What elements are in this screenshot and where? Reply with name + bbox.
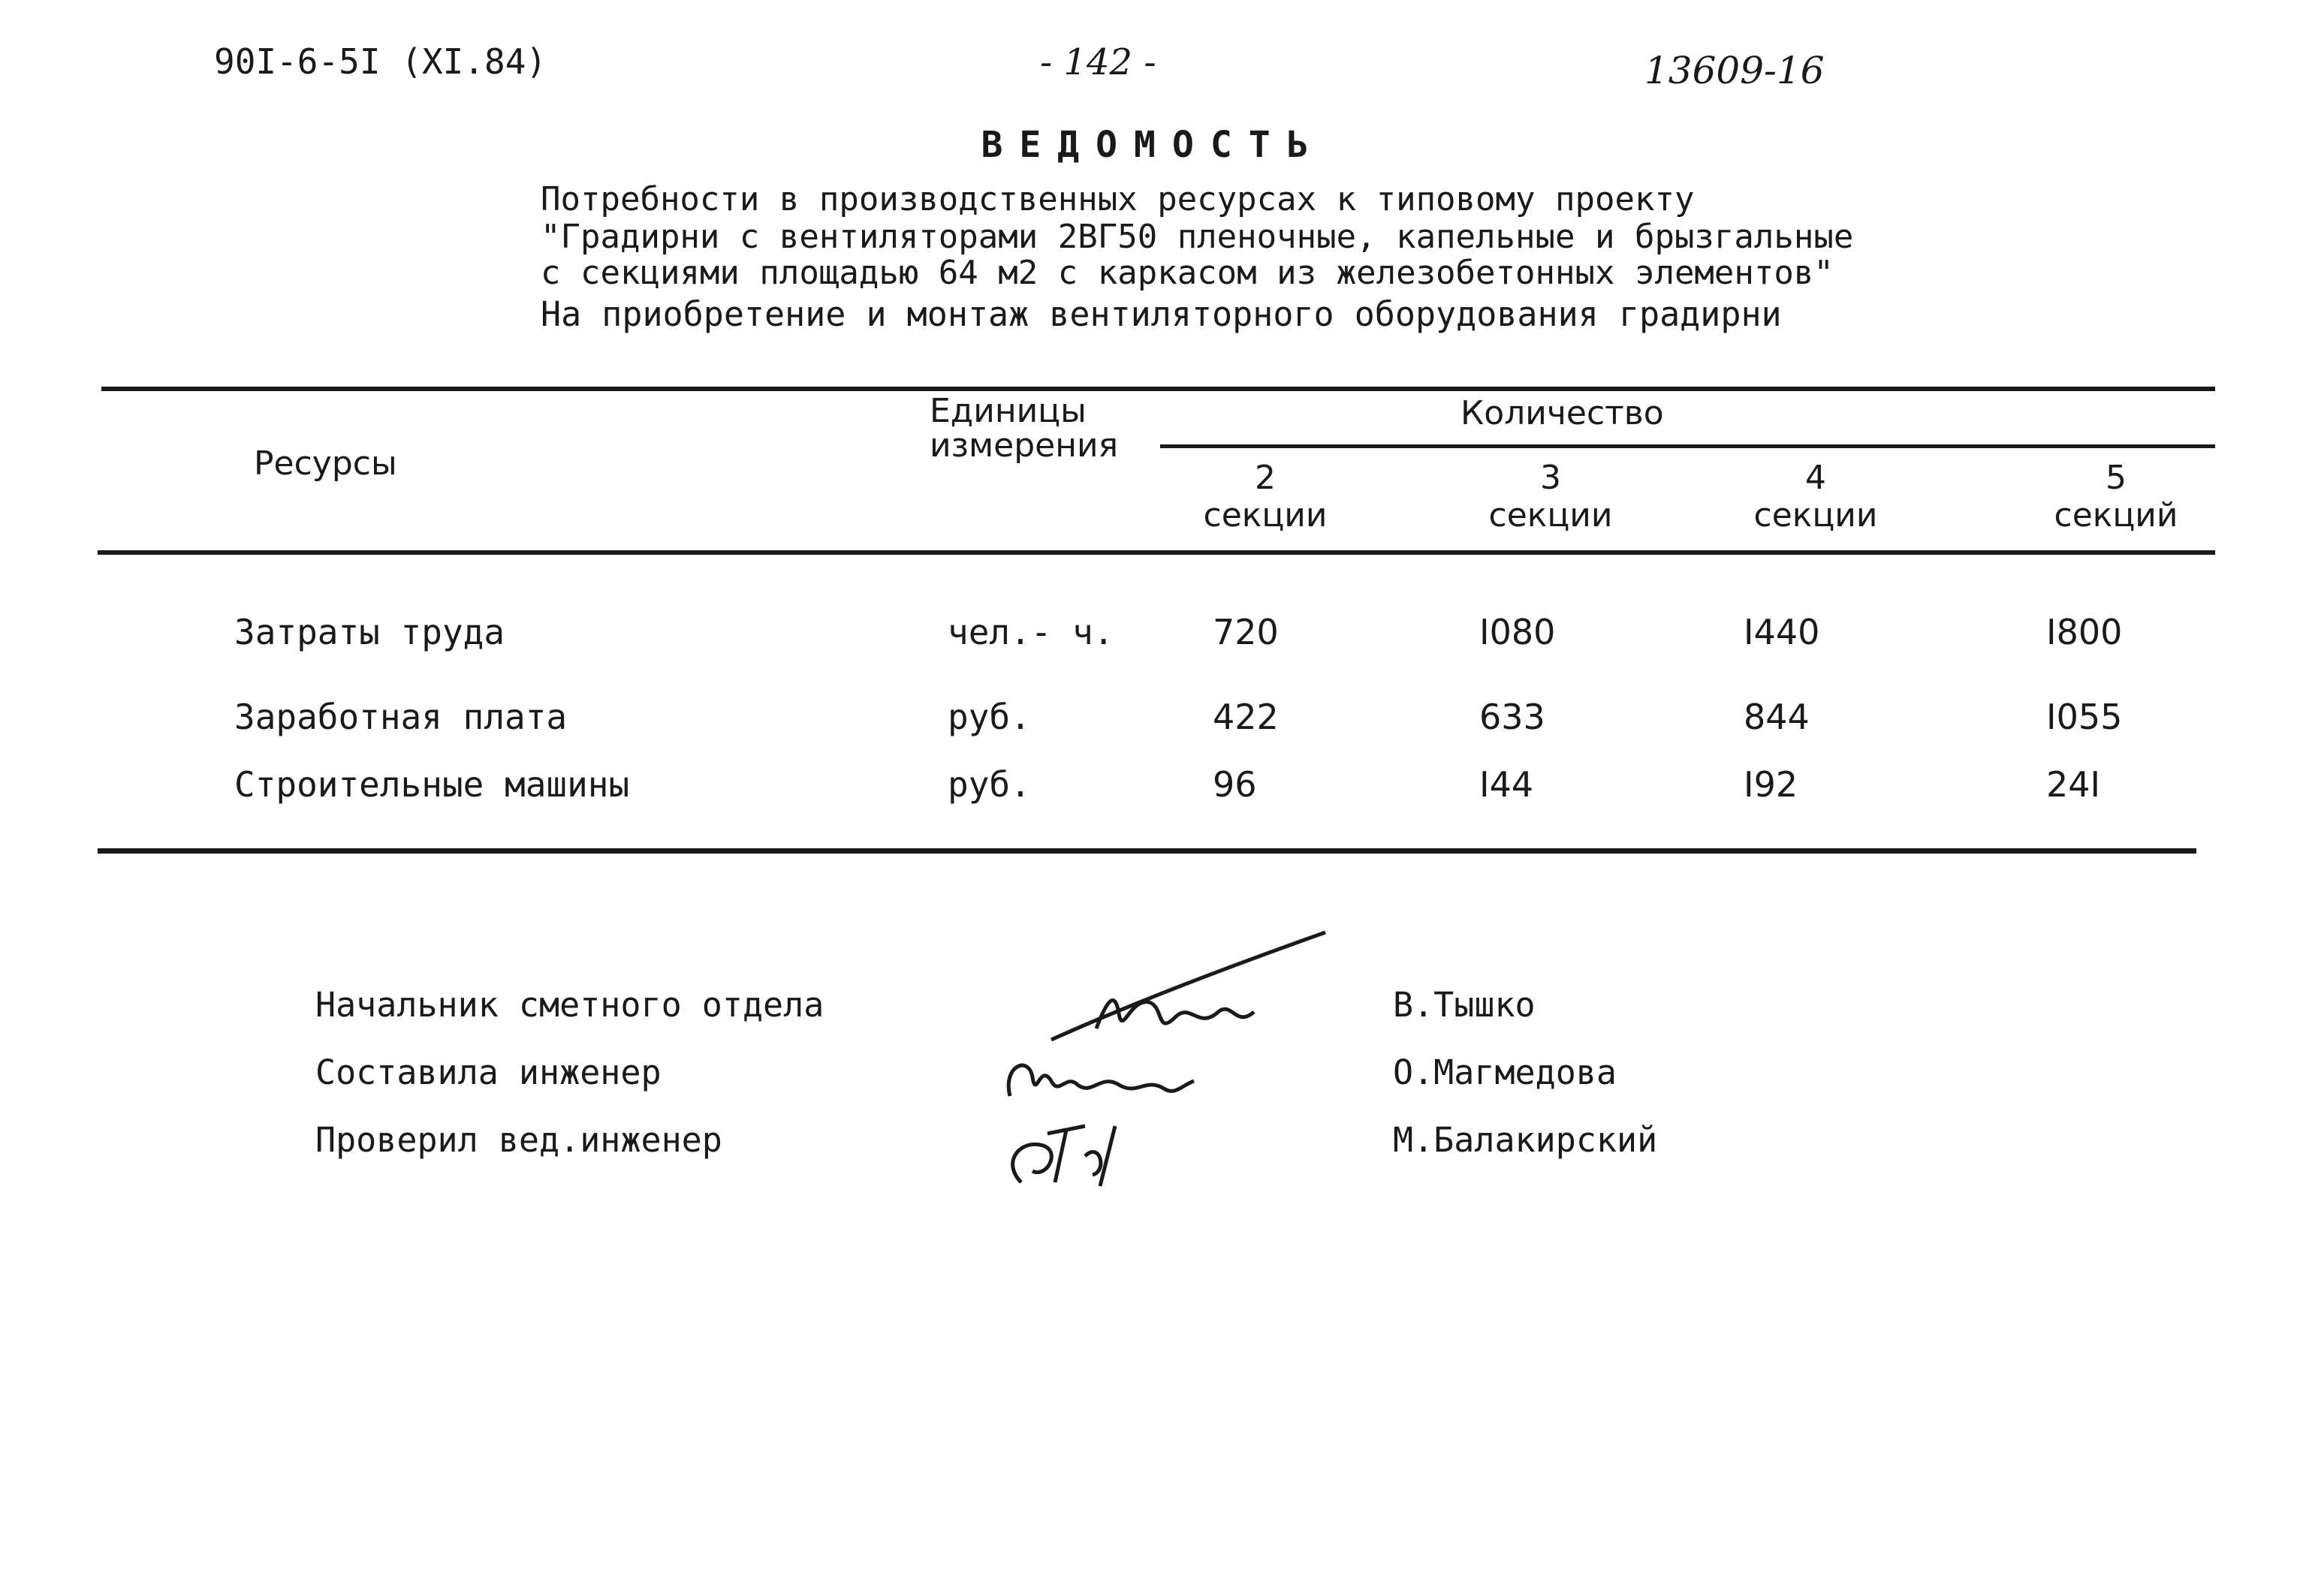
section-count: 4 bbox=[1805, 459, 1826, 497]
row-unit: руб. bbox=[948, 764, 1031, 805]
table-cell: 96 bbox=[1213, 764, 1257, 805]
page-number: - 142 - bbox=[1040, 41, 1156, 83]
table-cell: I800 bbox=[2046, 612, 2123, 652]
column-header-sections-5 bbox=[2018, 459, 2214, 535]
table-cell: 422 bbox=[1213, 697, 1279, 737]
table-cell: I080 bbox=[1479, 612, 1556, 652]
section-count: 5 bbox=[2106, 459, 2127, 497]
column-header-resources: Ресурсы bbox=[254, 444, 397, 483]
signature-name-checker: М.Балакирский bbox=[1393, 1120, 1658, 1160]
row-resource-wages: Заработная плата bbox=[234, 697, 568, 737]
signature-role-checker: Проверил вед.инженер bbox=[315, 1120, 722, 1160]
table-cell: 844 bbox=[1744, 697, 1810, 737]
signature-role-compiler: Составила инженер bbox=[315, 1052, 662, 1092]
section-label: секции bbox=[1203, 496, 1328, 535]
column-header-units-line1: Единицы bbox=[930, 392, 1087, 430]
quantity-header-rule bbox=[1160, 444, 2215, 448]
signature-role-head: Начальник сметного отдела bbox=[315, 985, 824, 1025]
section-label: секции bbox=[1753, 496, 1878, 535]
table-bottom-rule bbox=[98, 848, 2196, 854]
document-title: ВЕДОМОСТЬ bbox=[981, 124, 1325, 166]
section-label: секций bbox=[2054, 496, 2178, 535]
table-cell: I055 bbox=[2046, 697, 2123, 737]
handwritten-signature-head bbox=[1036, 923, 1337, 1051]
row-unit: руб. bbox=[948, 697, 1031, 737]
archive-number: 13609-16 bbox=[1644, 49, 1825, 92]
row-unit: чел.- ч. bbox=[948, 612, 1114, 652]
signature-name-compiler: О.Магмедова bbox=[1393, 1052, 1617, 1092]
section-count: 2 bbox=[1255, 459, 1276, 497]
section-label: секции bbox=[1488, 496, 1613, 535]
table-cell: I92 bbox=[1744, 764, 1798, 805]
table-cell: 24I bbox=[2046, 764, 2101, 805]
handwritten-signature-checker bbox=[995, 1111, 1160, 1194]
subtitle-line-1: Потребности в производственных ресурсах к типовому проекту bbox=[541, 180, 1695, 218]
subtitle-line-2: "Градирни с вентиляторами 2ВГ50 пленочные, капельные и брызгальные bbox=[541, 218, 1854, 256]
section-count: 3 bbox=[1540, 459, 1561, 497]
column-header-sections-4 bbox=[1718, 459, 1913, 535]
column-header-quantity: Количество bbox=[1460, 394, 1664, 432]
column-header-sections-2 bbox=[1168, 459, 1363, 535]
row-resource-labor: Затраты труда bbox=[234, 612, 505, 652]
handwritten-signature-compiler bbox=[995, 1043, 1220, 1111]
table-top-rule bbox=[101, 387, 2215, 391]
signature-name-head: В.Тышко bbox=[1393, 985, 1536, 1025]
column-header-units-line2: измерения bbox=[930, 426, 1119, 465]
document-code: 90I-6-5I (XI.84) bbox=[214, 41, 547, 82]
subtitle-line-4: На приобретение и монтаж вентиляторного оборудования градирни bbox=[541, 294, 1782, 334]
column-header-sections-3 bbox=[1453, 459, 1648, 535]
table-cell: 720 bbox=[1213, 612, 1279, 652]
table-cell: I440 bbox=[1744, 612, 1820, 652]
table-cell: 633 bbox=[1479, 697, 1545, 737]
subtitle-line-3: с секциями площадью 64 м2 с каркасом из железобетонных элементов" bbox=[541, 254, 1834, 292]
table-cell: I44 bbox=[1479, 764, 1534, 805]
row-resource-machines: Строительные машины bbox=[234, 764, 630, 805]
table-header-rule bbox=[98, 550, 2215, 555]
